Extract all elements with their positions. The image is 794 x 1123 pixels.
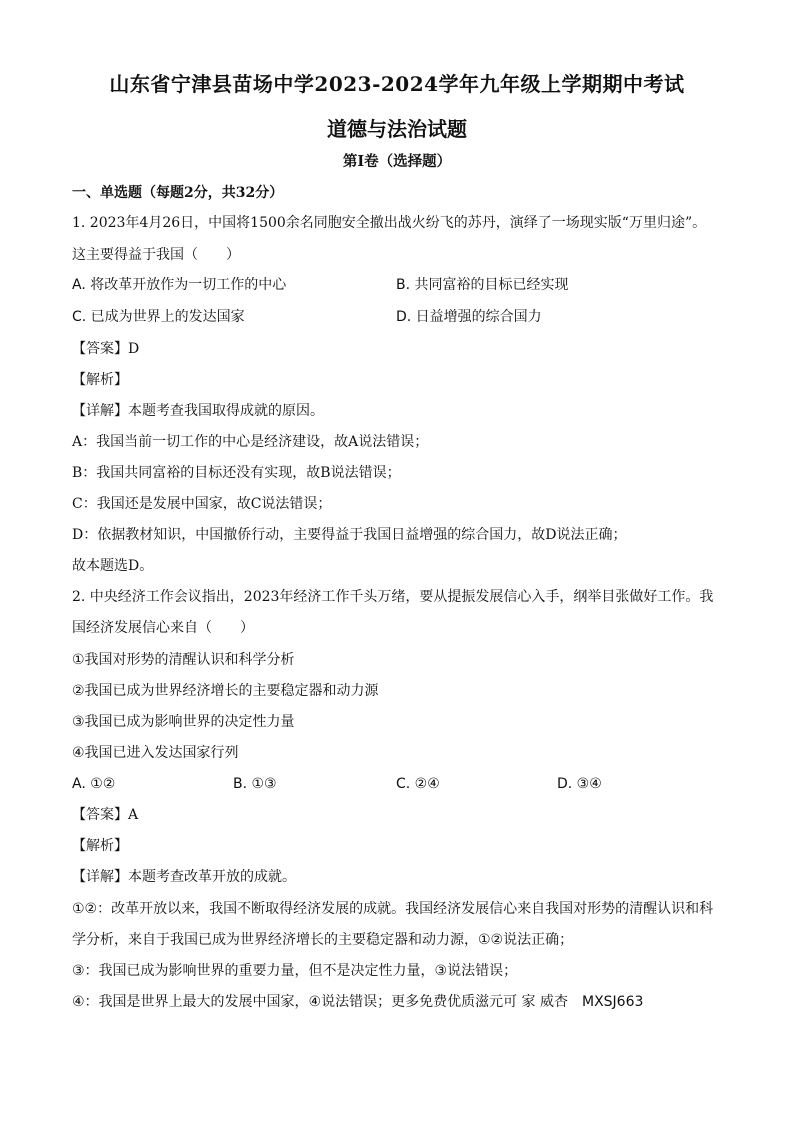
q1-stem-line1: 1. 2023年4月26日，中国将1500余名同胞安全撤出战火纷飞的苏丹，演绎了一场现实版“万里归途”。 <box>72 215 707 231</box>
q1-option-c: C. 已成为世界上的发达国家 <box>72 309 245 325</box>
q1-answer <box>72 340 139 358</box>
q2-stem-line1: 2. 中央经济工作会议指出，2023年经济工作千头万绪，要从提振发展信心入手，纲举目张做好工作。我 <box>72 589 714 605</box>
q1-answer-label: 【答案】 <box>72 341 128 357</box>
q2-item-4: ④我国已进入发达国家行列 <box>72 745 239 761</box>
q2-answer-value: A <box>128 807 139 823</box>
q2-answer-label: 【答案】 <box>72 807 128 823</box>
q1-stem-line2: 这主要得益于我国（ ） <box>72 247 240 263</box>
q1-explanation-b: B：我国共同富裕的目标还没有实现，故B说法错误； <box>72 465 401 481</box>
q1-explanation-d: D：依据教材知识，中国撤侨行动，主要得益于我国日益增强的综合国力，故D说法正确； <box>72 527 627 543</box>
q2-item-3: ③我国已成为影响世界的决定性力量 <box>72 714 295 730</box>
q1-conclusion: 故本题选D。 <box>72 558 154 574</box>
q2-item-1: ①我国对形势的清醒认识和科学分析 <box>72 652 295 668</box>
q1-answer-value: D <box>128 341 140 357</box>
exam-title: 山东省宁津县苗场中学2023-2024学年九年级上学期期中考试 <box>109 72 685 96</box>
q1-detail: 【详解】本题考查我国取得成就的原因。 <box>72 403 324 419</box>
q2-option-c: C. ②④ <box>396 776 440 792</box>
section-heading: 一、单选题（每题2分，共32分） <box>72 185 284 201</box>
q1-option-b: B. 共同富裕的目标已经实现 <box>396 277 569 293</box>
q1-explanation-a: A：我国当前一切工作的中心是经济建设，故A说法错误； <box>72 434 429 450</box>
q2-item-2: ②我国已成为世界经济增长的主要稳定器和动力源 <box>72 683 379 699</box>
q1-explanation-c: C：我国还是发展中国家，故C说法错误； <box>72 496 332 512</box>
q2-explanation-3: ③：我国已成为影响世界的重要力量，但不是决定性力量，③说法错误； <box>72 963 518 979</box>
q2-explanation-12-line1: ①②：改革开放以来，我国不断取得经济发展的成就。我国经济发展信心来自我国对形势的清醒认识和科 <box>72 901 714 917</box>
q2-explanation-12-line2: 学分析，来自于我国已成为世界经济增长的主要稳定器和动力源，①②说法正确； <box>72 932 574 948</box>
q1-option-a: A. 将改革开放作为一切工作的中心 <box>72 277 287 293</box>
q2-option-a: A. ①② <box>72 776 116 792</box>
q1-analysis-label: 【解析】 <box>72 372 128 388</box>
q2-analysis-label: 【解析】 <box>72 838 128 854</box>
subject-title: 道德与法治试题 <box>327 117 467 141</box>
q2-detail: 【详解】本题考查改革开放的成就。 <box>72 869 296 885</box>
q2-option-b: B. ①③ <box>233 776 277 792</box>
volume-title: 第Ⅰ卷（选择题） <box>342 153 452 170</box>
q2-stem-line2: 国经济发展信心来自（ ） <box>72 620 254 636</box>
q2-answer <box>72 806 138 824</box>
q1-option-d: D. 日益增强的综合国力 <box>396 309 542 325</box>
q2-option-d: D. ③④ <box>557 776 602 792</box>
q2-explanation-4: ④：我国是世界上最大的发展中国家，④说法错误；更多免费优质滋元可 家 威杏 MXSJ663 <box>72 994 644 1010</box>
